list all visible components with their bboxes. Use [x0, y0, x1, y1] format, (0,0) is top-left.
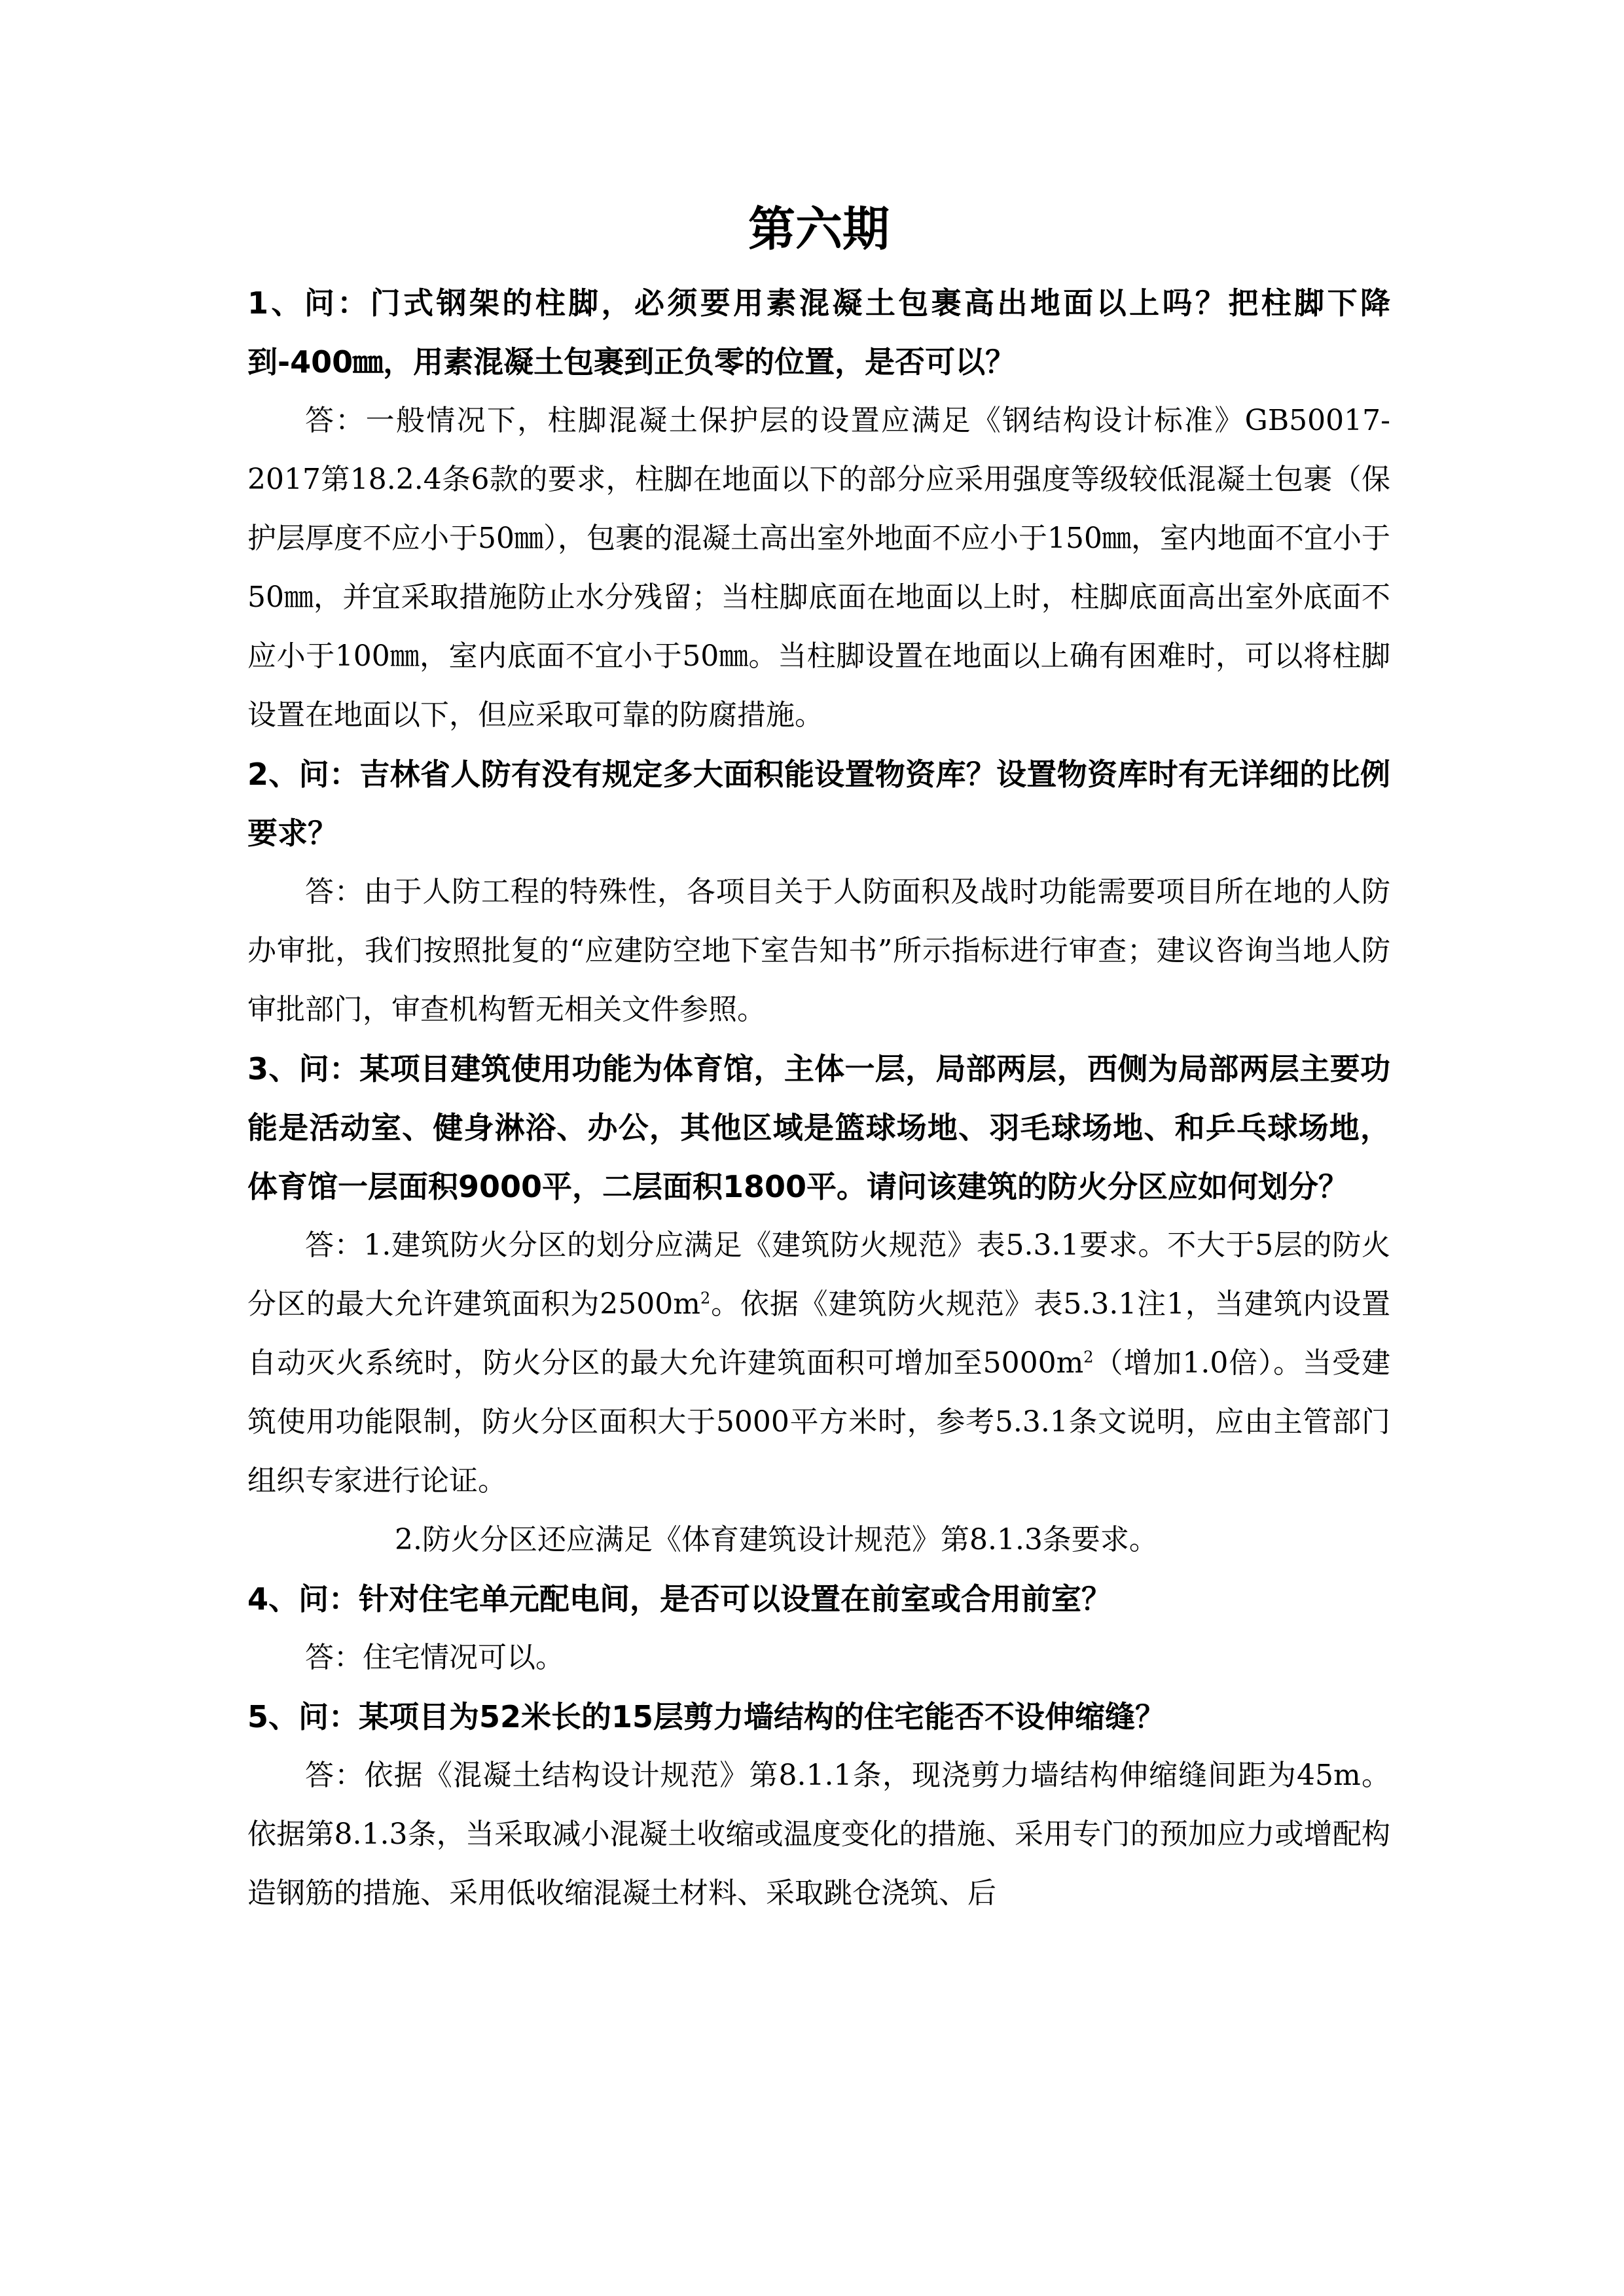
answer-3-text-a: 答：1.建筑防火分区的划分应满足《建筑防火规范》表5.3.1要求。不大于5层的防火分区的最大允许建筑面积为2500m: [247, 1229, 1390, 1321]
question-2: 2、问：吉林省人防有没有规定多大面积能设置物资库？设置物资库时有无详细的比例要求？: [247, 757, 1390, 851]
answer-3-text-c: （增加1.0倍）。当受建筑使用功能限制，防火分区面积大于5000平方米时，参考5.3.1条文说明，应由主管部门组织专家进行论证。: [247, 1346, 1390, 1498]
page-title: 第六期: [748, 202, 890, 257]
question-5: 5、问：某项目为52米长的15层剪力墙结构的住宅能否不设伸缩缝？: [247, 1699, 1166, 1734]
question-3: 3、问：某项目建筑使用功能为体育馆，主体一层，局部两层，西侧为局部两层主要功能是活动室、健身淋浴、办公，其他区域是篮球场地、羽毛球场地、和乒乓球场地，体育馆一层面积9000平，二层面积1800平。请问该建筑的防火分区应如何划分？: [247, 1051, 1390, 1204]
answer-3-text-b: 。依据《建筑防火规范》表5.3.1注1，当建筑内设置自动灭火系统时，防火分区的最大允许建筑面积可增加至5000m: [247, 1287, 1391, 1380]
question-1: 1、问：门式钢架的柱脚，必须要用素混凝土包裹高出地面以上吗？把柱脚下降到-400㎜，用素混凝土包裹到正负零的位置，是否可以？: [247, 285, 1390, 380]
answer-1: 答：一般情况下，柱脚混凝土保护层的设置应满足《钢结构设计标准》GB50017-2017第18.2.4条6款的要求，柱脚在地面以下的部分应采用强度等级较低混凝土包裹（保护层厚度不应小于50㎜），包裹的混凝土高出室外地面不应小于150㎜，室内地面不宜小于50㎜，并宜采取措施防止水分残留；当柱脚底面在地面以上时，柱脚底面高出室外底面不应小于100㎜，室内底面不宜小于50㎜。当柱脚设置在地面以上确有困难时，可以将柱脚设置在地面以下，但应采取可靠的防腐措施。: [247, 404, 1390, 732]
superscript-2: 2: [1083, 1348, 1094, 1367]
answer-3-point-2: 2.防火分区还应满足《体育建筑设计规范》第8.1.3条要求。: [395, 1523, 1158, 1556]
answer-5: 答：依据《混凝土结构设计规范》第8.1.1条，现浇剪力墙结构伸缩缝间距为45m。依据第8.1.3条，当采取减小混凝土收缩或温度变化的措施、采用专门的预加应力或增配构造钢筋的措施、采用低收缩混凝土材料、采取跳仓浇筑、后: [247, 1759, 1390, 1910]
answer-4: 答：住宅情况可以。: [305, 1641, 564, 1674]
document-page: [247, 196, 1390, 1923]
answer-3: [247, 1216, 1390, 1511]
superscript-2: 2: [700, 1289, 711, 1308]
question-4: 4、问：针对住宅单元配电间，是否可以设置在前室或合用前室？: [247, 1581, 1112, 1617]
answer-2: 答：由于人防工程的特殊性，各项目关于人防面积及战时功能需要项目所在地的人防办审批，我们按照批复的“应建防空地下室告知书”所示指标进行审查；建议咨询当地人防审批部门，审查机构暂无相关文件参照。: [247, 875, 1390, 1026]
